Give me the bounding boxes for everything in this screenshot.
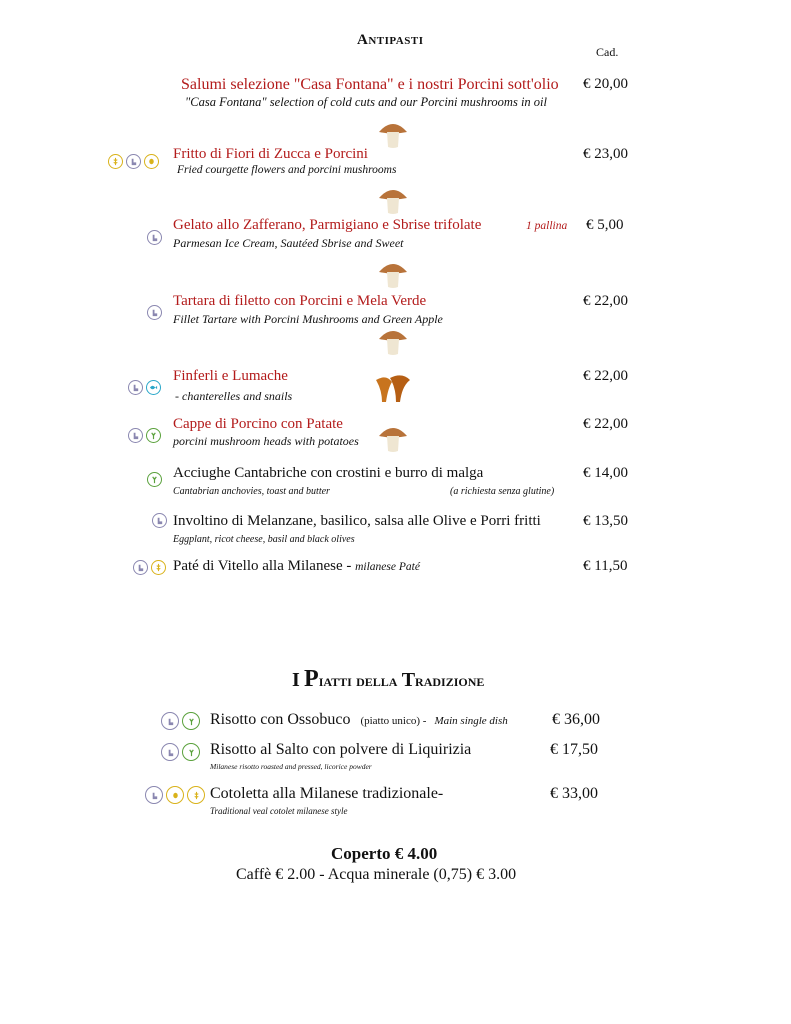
- allergen-icons: [108, 154, 159, 169]
- lactose-icon: [161, 743, 179, 761]
- lactose-icon: [126, 154, 141, 169]
- dish-desc: Traditional veal cotolet milanese style: [210, 806, 348, 816]
- dish-name: Cotoletta alla Milanese tradizionale-: [210, 785, 444, 802]
- gluten-icon: [187, 786, 205, 804]
- dish-desc: Fillet Tartare with Porcini Mushrooms and Green Apple: [173, 312, 443, 326]
- lactose-icon: [145, 786, 163, 804]
- title-letter: I: [292, 669, 300, 691]
- allergen-icons: [128, 428, 161, 443]
- dish-price: € 22,00: [583, 368, 628, 384]
- allergen-icons: [161, 712, 200, 730]
- dish-price: € 20,00: [583, 76, 628, 92]
- title-text: radizione: [415, 671, 485, 690]
- porcini-mushroom-icon: [376, 116, 410, 150]
- gluten-icon: [151, 560, 166, 575]
- dish-price: € 22,00: [583, 293, 628, 309]
- allergen-icons: [147, 472, 162, 487]
- dish-price: € 36,00: [552, 711, 600, 728]
- dish-desc: Fried courgette flowers and porcini mushrooms: [177, 164, 397, 176]
- allergen-icons: [147, 230, 162, 245]
- dish-name: [210, 711, 508, 729]
- cad-label: Cad.: [596, 45, 619, 59]
- fish-icon: [146, 380, 161, 395]
- lactose-icon: [128, 380, 143, 395]
- allergen-icons: [161, 743, 200, 761]
- porcini-mushroom-icon: [376, 182, 410, 216]
- dish-note: 1 pallina: [526, 220, 568, 232]
- dish-price: € 14,00: [583, 465, 628, 481]
- dish-note-en: Main single dish: [434, 715, 508, 727]
- egg-icon: [144, 154, 159, 169]
- extras-prices: Caffè € 2.00 - Acqua minerale (0,75) € 3.00: [236, 866, 517, 883]
- antipasti-title: Antipasti: [357, 32, 424, 48]
- dish-price: € 23,00: [583, 146, 628, 162]
- dish-name-text: Paté di Vitello alla Milanese -: [173, 558, 356, 574]
- dish-name: Salumi selezione "Casa Fontana" e i nostri Porcini sott'olio: [181, 76, 559, 93]
- lactose-icon: [147, 305, 162, 320]
- lactose-icon: [133, 560, 148, 575]
- dish-price: € 17,50: [550, 741, 598, 758]
- dish-desc: - chanterelles and snails: [175, 389, 293, 403]
- vegetable-icon: [146, 428, 161, 443]
- porcini-mushroom-icon: [376, 256, 410, 290]
- dish-desc: Parmesan Ice Cream, Sautéed Sbrise and Sweet: [173, 236, 404, 250]
- title-letter: T: [401, 669, 416, 691]
- dish-name: Risotto al Salto con polvere di Liquirizia: [210, 741, 472, 758]
- egg-icon: [166, 786, 184, 804]
- porcini-mushroom-icon: [376, 420, 410, 454]
- dish-price: € 33,00: [550, 785, 598, 802]
- dish-name: Cappe di Porcino con Patate: [173, 416, 343, 432]
- vegetable-icon: [182, 743, 200, 761]
- vegetable-icon: [147, 472, 162, 487]
- coperto-price: Coperto € 4.00: [331, 844, 438, 863]
- allergen-icons: [152, 513, 167, 528]
- dish-desc: "Casa Fontana" selection of cold cuts and our Porcini mushrooms in oil: [185, 95, 547, 109]
- tradizione-title: [292, 666, 484, 693]
- dish-name: Acciughe Cantabriche con crostini e burro di malga: [173, 465, 484, 481]
- dish-name: Tartara di filetto con Porcini e Mela Verde: [173, 293, 427, 309]
- dish-desc: milanese Paté: [355, 561, 420, 573]
- dish-name: Gelato allo Zafferano, Parmigiano e Sbrise trifolate: [173, 217, 482, 233]
- gluten-icon: [108, 154, 123, 169]
- chanterelle-mushroom-icon: [372, 372, 412, 408]
- dish-name: Fritto di Fiori di Zucca e Porcini: [173, 146, 368, 162]
- allergen-icons: [147, 305, 162, 320]
- dish-desc: Milanese risotto roasted and pressed, licorice powder: [210, 762, 372, 771]
- dish-price: € 13,50: [583, 513, 628, 529]
- vegetable-icon: [182, 712, 200, 730]
- dish-desc: Cantabrian anchovies, toast and butter: [173, 486, 330, 497]
- allergen-icons: [145, 786, 205, 804]
- lactose-icon: [147, 230, 162, 245]
- dish-desc: Eggplant, ricot cheese, basil and black olives: [173, 534, 355, 545]
- dish-desc: porcini mushroom heads with potatoes: [173, 434, 359, 448]
- allergen-icons: [128, 380, 161, 395]
- title-text: iatti della: [318, 671, 402, 690]
- dish-name: Involtino di Melanzane, basilico, salsa alle Olive e Porri fritti: [173, 513, 541, 529]
- dish-price: € 22,00: [583, 416, 628, 432]
- dish-name-text: Risotto con Ossobuco: [210, 711, 351, 728]
- dish-price: € 5,00: [586, 217, 624, 233]
- dish-name: Finferli e Lumache: [173, 368, 288, 384]
- dish-price: € 11,50: [583, 558, 628, 574]
- porcini-mushroom-icon: [376, 323, 410, 357]
- lactose-icon: [152, 513, 167, 528]
- allergen-icons: [133, 560, 166, 575]
- dish-name: [173, 558, 420, 575]
- title-letter: P: [304, 666, 319, 692]
- lactose-icon: [161, 712, 179, 730]
- dish-note: (a richiesta senza glutine): [450, 486, 555, 497]
- lactose-icon: [128, 428, 143, 443]
- dish-note: (piatto unico) -: [360, 715, 427, 727]
